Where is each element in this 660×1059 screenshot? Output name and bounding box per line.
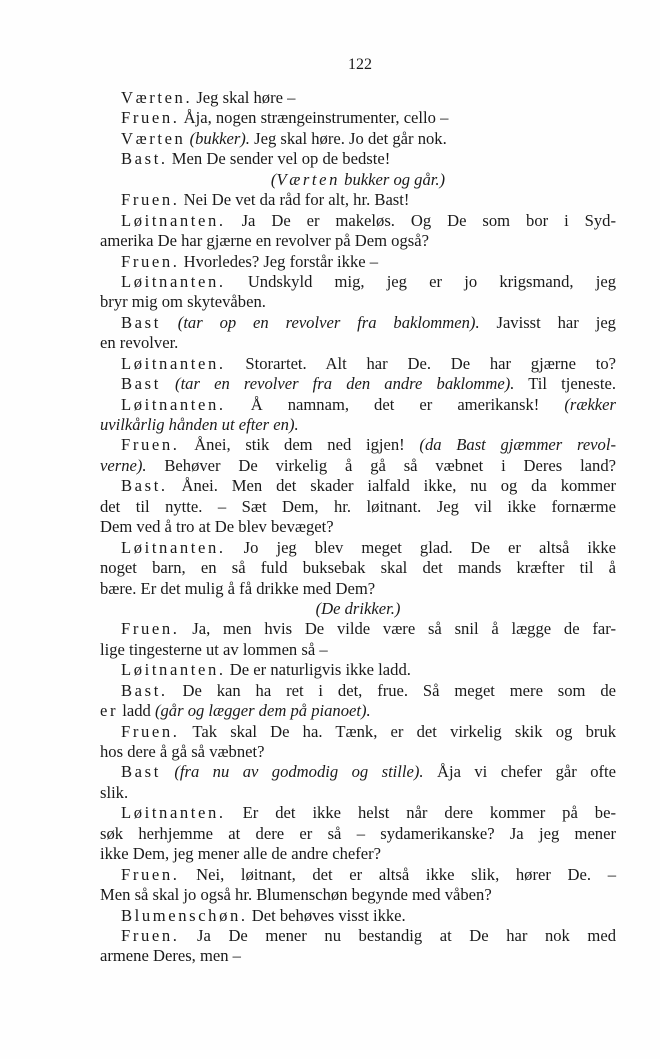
dialogue-text: Dem ved å tro at De blev bevæget? <box>100 517 334 537</box>
dialogue-text <box>161 313 178 332</box>
dialogue-text <box>161 374 175 393</box>
text-line <box>100 803 616 823</box>
text-line <box>100 926 616 946</box>
text-line <box>100 660 616 680</box>
dialogue-text: Men så skal jo også hr. Blumenschøn begynde med våben? <box>100 885 492 905</box>
text-line <box>100 333 616 353</box>
dialogue-text: Ånei. Men det skader ialfald ikke, nu og da kommer <box>167 476 616 496</box>
text-line <box>100 108 616 128</box>
text-line <box>100 211 616 231</box>
text-line <box>100 129 616 149</box>
text-line <box>100 742 616 762</box>
speaker-name: Værten. <box>121 88 193 107</box>
text-line <box>100 824 616 844</box>
dialogue-text: Men De sender vel op de bedste! <box>167 149 391 169</box>
speaker-name: Værten <box>121 128 186 148</box>
text-line <box>100 865 616 885</box>
stage-direction: verne). <box>100 455 147 475</box>
speaker-name: Fruen. <box>121 190 180 210</box>
text-line <box>100 497 616 517</box>
dialogue-text: armene Deres, men – <box>100 946 241 966</box>
dialogue-text: Behøver De virkelig å gå så væbnet i Deres land? <box>146 455 616 475</box>
dialogue-text: Nei De vet da råd for alt, hr. Bast! <box>179 190 410 210</box>
text-line <box>100 149 616 169</box>
speaker-name: Blumenschøn. <box>121 905 248 925</box>
text-line <box>100 292 616 312</box>
speaker-name: Løitnanten. <box>121 394 226 414</box>
dialogue-text: Det behøves visst ikke. <box>247 905 406 925</box>
speaker-name: er <box>100 701 119 721</box>
speaker-name: Fruen. <box>121 721 180 741</box>
stage-direction: (fra nu av godmodig og stille). <box>174 762 424 782</box>
speaker-name: Fruen. <box>121 925 180 945</box>
text-line <box>100 88 616 108</box>
dialogue-text: De er naturligvis ikke ladd. <box>225 660 411 680</box>
dialogue-text: Åja, nogen strængeinstrumenter, cello – <box>179 108 449 128</box>
speaker-name: Løitnanten. <box>121 537 226 557</box>
dialogue-text: ladd <box>118 701 155 721</box>
text-line <box>100 640 616 660</box>
text-line <box>100 517 616 537</box>
dialogue-text: Jo jeg blev meget glad. De er altså ikke <box>225 537 616 557</box>
text-line <box>100 476 616 496</box>
dialogue-text: Storartet. Alt har De. De har gjærne to? <box>225 353 616 373</box>
stage-direction: (bukker). <box>189 128 250 148</box>
dialogue-text: bryr mig om skytevåben. <box>100 292 266 312</box>
stage-direction: (tar en revolver fra den andre baklomme). <box>175 374 515 394</box>
play-dialogue-text <box>100 88 616 967</box>
text-line <box>100 435 616 455</box>
dialogue-text: Å namnam, det er amerikansk! <box>225 394 565 414</box>
text-line <box>100 946 616 966</box>
stage-direction: (da Bast gjæmmer revol- <box>419 435 616 455</box>
text-line <box>100 599 616 619</box>
speaker-name: Bast. <box>121 149 168 169</box>
speaker-name: Fruen. <box>121 864 180 884</box>
text-line <box>100 885 616 905</box>
text-line <box>100 844 616 864</box>
text-line <box>100 170 616 190</box>
dialogue-text: det til nytte. – Sæt Dem, hr. løitnant. Jeg vil ikke fornærme <box>100 496 616 516</box>
speaker-name: Fruen. <box>121 619 180 639</box>
speaker-name: Fruen. <box>121 435 180 455</box>
dialogue-text: søk herhjemme at dere er så – sydamerikanske? Ja jeg mener <box>100 823 616 843</box>
dialogue-text: Åja vi chefer går ofte <box>423 762 616 782</box>
speaker-name: Bast <box>121 312 161 332</box>
dialogue-text: Ja De mener nu bestandig at De har nok med <box>179 925 616 945</box>
text-line <box>100 374 616 394</box>
text-line <box>100 231 616 251</box>
dialogue-text: Ja De er makeløs. Og De som bor i Syd- <box>225 210 616 230</box>
text-line <box>100 538 616 558</box>
dialogue-text: en revolver. <box>100 333 179 353</box>
text-line <box>100 619 616 639</box>
dialogue-text: Hvorledes? Jeg forstår ikke – <box>179 251 379 271</box>
text-line <box>100 762 616 782</box>
dialogue-text: Til tjeneste. <box>514 374 616 394</box>
dialogue-text: De kan ha ret i det, frue. Så meget mere som de <box>167 680 616 700</box>
text-line <box>100 722 616 742</box>
dialogue-text: hos dere å gå så væbnet? <box>100 742 265 761</box>
text-line <box>100 272 616 292</box>
text-line <box>100 456 616 476</box>
dialogue-text: bære. Er det mulig å få drikke med Dem? <box>100 578 376 598</box>
stage-direction: bukker og går.) <box>340 169 446 189</box>
dialogue-text: lige tingesterne ut av lommen så – <box>100 639 328 659</box>
dialogue-text: Jeg skal høre – <box>192 88 296 107</box>
text-line <box>100 190 616 210</box>
speaker-name: Løitnanten. <box>121 210 226 230</box>
stage-direction: (rækker <box>564 394 616 414</box>
stage-direction: (går og lægger dem på pianoet). <box>154 701 371 721</box>
text-line <box>100 395 616 415</box>
stage-direction: (De drikker.) <box>315 598 401 618</box>
text-line <box>100 783 616 803</box>
speaker-name: Bast <box>121 374 161 394</box>
dialogue-text: Ånei, stik dem ned igjen! <box>179 435 420 455</box>
stage-direction: (tar op en revolver fra baklommen). <box>177 312 480 332</box>
text-line <box>100 354 616 374</box>
speaker-name: Løitnanten. <box>121 660 226 680</box>
dialogue-text: amerika De har gjærne en revolver på Dem også? <box>100 231 429 251</box>
text-line <box>100 558 616 578</box>
stage-direction: uvilkårlig hånden ut efter en). <box>100 415 299 434</box>
dialogue-text: Tak skal De ha. Tænk, er det virkelig skik og bruk <box>179 721 616 741</box>
speaker-name: Bast. <box>121 476 168 496</box>
dialogue-text: slik. <box>100 782 129 802</box>
speaker-name: Fruen. <box>121 251 180 271</box>
dialogue-text: Er det ikke helst når dere kommer på be- <box>225 803 616 823</box>
text-line <box>100 701 616 721</box>
speaker-name: Løitnanten. <box>121 803 226 823</box>
stage-direction: ( <box>270 169 277 189</box>
speaker-name: Bast. <box>121 680 168 700</box>
dialogue-text: Undskyld mig, jeg er jo krigsmand, jeg <box>225 271 616 291</box>
text-line <box>100 681 616 701</box>
speaker-name: Fruen. <box>121 108 180 128</box>
dialogue-text: Ja, men hvis De vilde være så snil å lægge de far- <box>179 619 616 639</box>
dialogue-text: Javisst har jeg <box>479 312 616 332</box>
speaker-name: Bast <box>121 762 161 782</box>
text-line <box>100 906 616 926</box>
text-line <box>100 252 616 272</box>
text-line <box>100 415 616 435</box>
speaker-name: Løitnanten. <box>121 353 226 373</box>
dialogue-text <box>161 762 174 781</box>
speaker-name: Løitnanten. <box>121 271 226 291</box>
dialogue-text: noget barn, en så fuld buksebak skal det mands kræfter til å <box>100 558 616 578</box>
speaker-name: Værten <box>276 169 340 189</box>
text-line <box>100 313 616 333</box>
dialogue-text: Nei, løitnant, det er altså ikke slik, hører De. – <box>179 864 616 884</box>
dialogue-text: Jeg skal høre. Jo det går nok. <box>249 128 447 148</box>
text-line <box>100 579 616 599</box>
page-number: 122 <box>348 56 372 73</box>
dialogue-text: ikke Dem, jeg mener alle de andre chefer? <box>100 844 382 864</box>
